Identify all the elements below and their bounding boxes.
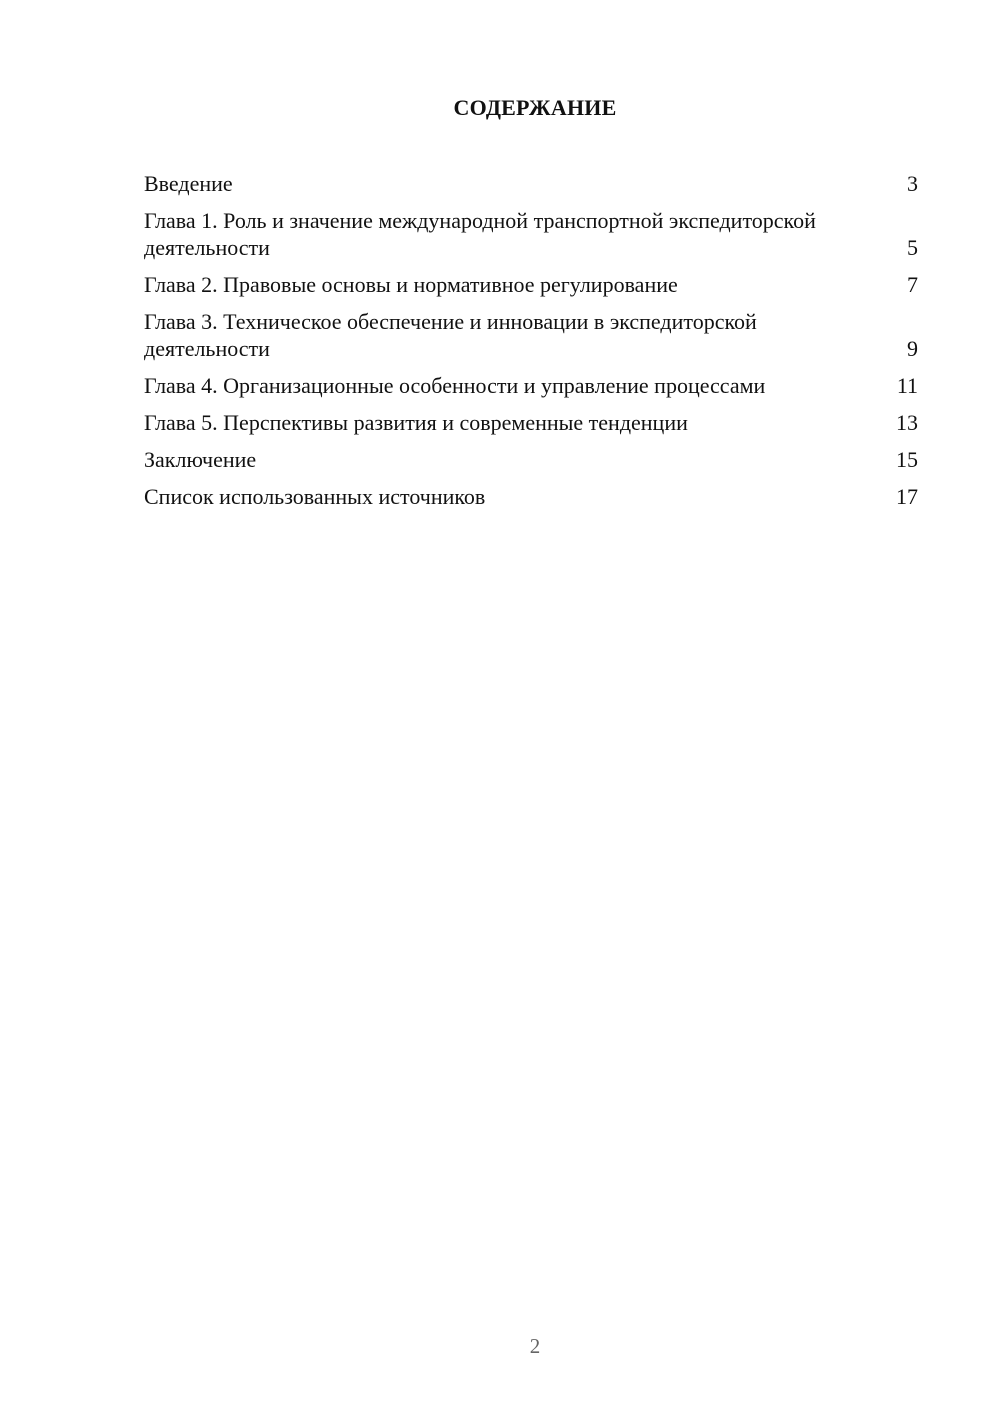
toc-entry-page: 13 (896, 410, 918, 435)
toc-entry-conclusion (144, 446, 918, 473)
toc-entry-page: 9 (907, 336, 918, 361)
toc-entry-chapter-2 (144, 271, 918, 298)
toc-entry-text: Глава 5. Перспективы развития и современные тенденции (144, 410, 688, 435)
toc-entry-page: 17 (896, 484, 918, 509)
toc-entry-references (144, 483, 918, 510)
toc-entry-text: Глава 1. Роль и значение международной транспортной экспедиторской деятельности (144, 208, 816, 260)
toc-entry-text: Список использованных источников (144, 484, 486, 509)
toc-entry-page: 3 (907, 171, 918, 196)
toc-entry-page: 5 (907, 235, 918, 260)
page-number: 2 (529, 1334, 541, 1358)
page-title: СОДЕРЖАНИЕ (453, 95, 617, 120)
table-of-contents (144, 170, 918, 520)
toc-entry-text: Введение (144, 171, 233, 196)
toc-entry-page: 7 (907, 272, 918, 297)
toc-entry-text: Глава 2. Правовые основы и нормативное регулирование (144, 272, 678, 297)
toc-entry-text: Заключение (144, 447, 257, 472)
toc-entry-chapter-1 (144, 207, 918, 261)
toc-entry-introduction (144, 170, 918, 197)
toc-entry-page: 11 (896, 373, 918, 398)
toc-entry-text: Глава 4. Организационные особенности и управление процессами (144, 373, 766, 398)
toc-entry-chapter-5 (144, 409, 918, 436)
toc-entry-chapter-3 (144, 308, 918, 362)
toc-entry-text: Глава 3. Техническое обеспечение и инновации в экспедиторской деятельности (144, 309, 757, 361)
toc-entry-page: 15 (896, 447, 918, 472)
toc-entry-chapter-4 (144, 372, 918, 399)
